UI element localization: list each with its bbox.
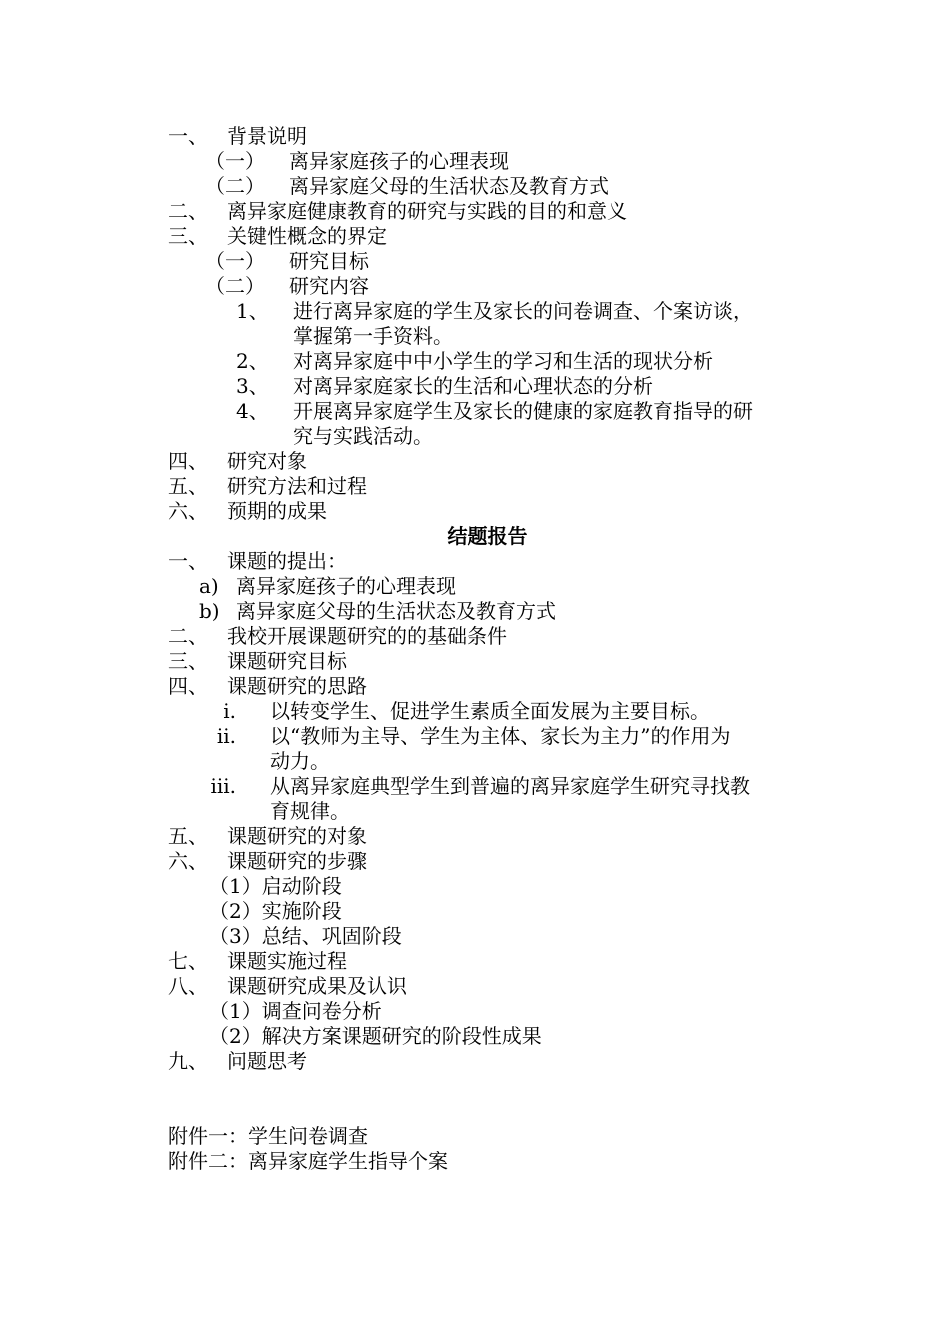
item-text: 离异家庭孩子的心理表现 xyxy=(236,574,456,598)
item-number: 3、 xyxy=(236,374,269,398)
item-text: 预期的成果 xyxy=(227,499,327,523)
item-number: （一） xyxy=(205,149,265,173)
item-number: 三、 xyxy=(168,224,208,248)
item-number: iii. xyxy=(210,774,236,798)
item-text: 问题思考 xyxy=(227,1049,307,1073)
item-text: 课题的提出： xyxy=(227,549,347,573)
item-text: 我校开展课题研究的的基础条件 xyxy=(227,624,507,648)
item-text: 以“教师为主导、学生为主体、家长为主力”的作用为 xyxy=(270,724,731,748)
item-text: 动力。 xyxy=(270,749,330,773)
item-text: 以转变学生、促进学生素质全面发展为主要目标。 xyxy=(270,699,710,723)
attachment-text: 附件一：学生问卷调查 xyxy=(168,1124,368,1148)
item-number: 2、 xyxy=(236,349,269,373)
item-text: 研究方法和过程 xyxy=(227,474,367,498)
item-text: 离异家庭父母的生活状态及教育方式 xyxy=(289,174,609,198)
item-text: 离异家庭健康教育的研究与实践的目的和意义 xyxy=(227,199,627,223)
item-text: （1）启动阶段 xyxy=(209,874,342,898)
item-number: a) xyxy=(199,574,219,598)
item-number: （二） xyxy=(205,174,265,198)
item-number: 一、 xyxy=(168,549,208,573)
item-number: 二、 xyxy=(168,624,208,648)
item-text: 进行离异家庭的学生及家长的问卷调查、个案访谈， xyxy=(293,299,753,323)
item-text: 究与实践活动。 xyxy=(293,424,433,448)
item-text: 关键性概念的界定 xyxy=(227,224,387,248)
item-text: 对离异家庭中中小学生的学习和生活的现状分析 xyxy=(293,349,713,373)
item-number: 七、 xyxy=(168,949,208,973)
item-number: 五、 xyxy=(168,474,208,498)
item-text: 研究内容 xyxy=(289,274,369,298)
item-number: （一） xyxy=(205,249,265,273)
item-text: 课题研究的思路 xyxy=(227,674,367,698)
item-text: 离异家庭孩子的心理表现 xyxy=(289,149,509,173)
item-number: 八、 xyxy=(168,974,208,998)
item-number: b) xyxy=(199,599,220,623)
item-text: （1）调查问卷分析 xyxy=(209,999,382,1023)
item-text: 研究目标 xyxy=(289,249,369,273)
item-text: 背景说明 xyxy=(227,124,307,148)
item-text: （3）总结、巩固阶段 xyxy=(209,924,402,948)
item-number: （二） xyxy=(205,274,265,298)
attachment-text: 附件二：离异家庭学生指导个案 xyxy=(168,1149,448,1173)
item-number: ii. xyxy=(216,724,236,748)
item-text: 研究对象 xyxy=(227,449,307,473)
item-number: 一、 xyxy=(168,124,208,148)
item-text: （2）实施阶段 xyxy=(209,899,342,923)
item-number: 六、 xyxy=(168,849,208,873)
item-text: 掌握第一手资料。 xyxy=(293,324,453,348)
report-title: 结题报告 xyxy=(447,524,528,548)
item-number: 九、 xyxy=(168,1049,208,1073)
item-text: （2）解决方案课题研究的阶段性成果 xyxy=(209,1024,542,1048)
item-text: 对离异家庭家长的生活和心理状态的分析 xyxy=(293,374,653,398)
item-text: 开展离异家庭学生及家长的健康的家庭教育指导的研 xyxy=(293,399,753,423)
item-number: i. xyxy=(223,699,236,723)
item-text: 课题实施过程 xyxy=(227,949,347,973)
item-number: 三、 xyxy=(168,649,208,673)
item-number: 五、 xyxy=(168,824,208,848)
item-number: 四、 xyxy=(168,449,208,473)
item-text: 课题研究目标 xyxy=(227,649,347,673)
item-text: 离异家庭父母的生活状态及教育方式 xyxy=(236,599,556,623)
item-number: 六、 xyxy=(168,499,208,523)
item-text: 课题研究成果及认识 xyxy=(227,974,407,998)
item-text: 育规律。 xyxy=(270,799,350,823)
item-number: 1、 xyxy=(236,299,269,323)
item-number: 二、 xyxy=(168,199,208,223)
item-number: 四、 xyxy=(168,674,208,698)
item-text: 课题研究的步骤 xyxy=(227,849,367,873)
item-text: 课题研究的对象 xyxy=(227,824,367,848)
item-number: 4、 xyxy=(236,399,269,423)
item-text: 从离异家庭典型学生到普遍的离异家庭学生研究寻找教 xyxy=(270,774,750,798)
